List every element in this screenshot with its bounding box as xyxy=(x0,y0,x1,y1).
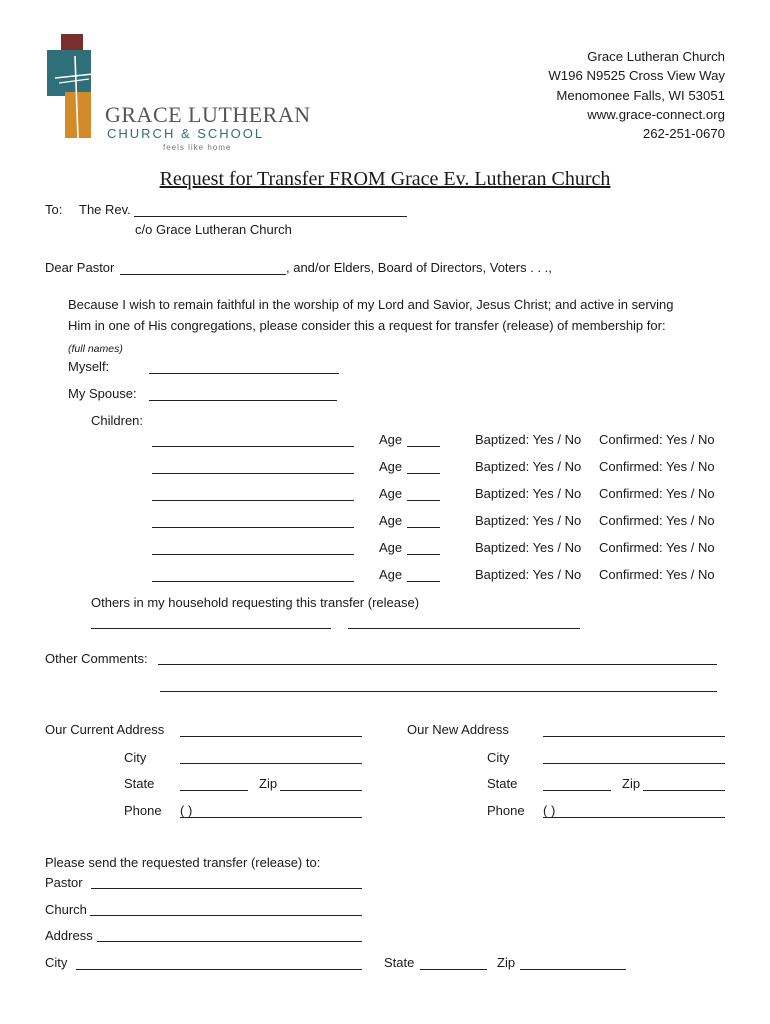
child-age-field[interactable] xyxy=(407,446,440,447)
contact-street: W196 N9525 Cross View Way xyxy=(548,68,725,84)
current-state-label: State xyxy=(124,776,155,791)
other-comments-field-1[interactable] xyxy=(158,664,717,665)
child-age-field[interactable] xyxy=(407,500,440,501)
spouse-label: My Spouse: xyxy=(68,386,137,401)
child-baptized[interactable]: Baptized: Yes / No xyxy=(475,567,582,582)
child-confirmed[interactable]: Confirmed: Yes / No xyxy=(599,513,715,528)
child-baptized[interactable]: Baptized: Yes / No xyxy=(475,459,582,474)
send-state-field[interactable] xyxy=(420,969,487,970)
new-address-field[interactable] xyxy=(543,736,725,737)
other-comments-field-2[interactable] xyxy=(160,691,717,692)
child-confirmed[interactable]: Confirmed: Yes / No xyxy=(599,540,715,555)
dear-pastor-field[interactable] xyxy=(120,274,286,275)
child-name-field[interactable] xyxy=(152,527,354,528)
child-baptized[interactable]: Baptized: Yes / No xyxy=(475,486,582,501)
new-city-label: City xyxy=(487,750,510,765)
intro-line-1: Because I wish to remain faithful in the worship of my Lord and Savior, Jesus Christ; and active in serving xyxy=(68,297,674,312)
new-phone-label: Phone xyxy=(487,803,525,818)
child-age-label: Age xyxy=(379,567,403,582)
others-label: Others in my household requesting this transfer (release) xyxy=(91,595,420,610)
other-comments-label: Other Comments: xyxy=(45,651,148,666)
current-city-field[interactable] xyxy=(180,763,362,764)
intro-line-2: Him in one of His congregations, please consider this a request for transfer (release) of membership for: xyxy=(68,318,666,333)
send-pastor-field[interactable] xyxy=(91,888,362,889)
rev-name-field[interactable] xyxy=(134,216,407,217)
contact-website[interactable]: www.grace-connect.org xyxy=(587,106,725,122)
send-zip-field[interactable] xyxy=(520,969,626,970)
church-contact-block xyxy=(548,47,725,143)
new-zip-field[interactable] xyxy=(643,790,725,791)
child-age-field[interactable] xyxy=(407,581,440,582)
others-field-2[interactable] xyxy=(348,628,580,629)
rev-label: The Rev. xyxy=(79,202,131,217)
send-address-label: Address xyxy=(45,928,93,943)
send-church-field[interactable] xyxy=(90,915,362,916)
others-field-1[interactable] xyxy=(91,628,331,629)
child-confirmed[interactable]: Confirmed: Yes / No xyxy=(599,432,715,447)
send-city-label: City xyxy=(45,955,68,970)
full-names-note: (full names) xyxy=(68,343,123,355)
myself-label: Myself: xyxy=(68,359,110,374)
to-label: To: xyxy=(45,202,63,217)
child-age-label: Age xyxy=(379,513,403,528)
form-title: Request for Transfer FROM Grace Ev. Lutheran Church xyxy=(159,168,611,190)
new-state-field[interactable] xyxy=(543,790,611,791)
child-age-field[interactable] xyxy=(407,554,440,555)
send-address-field[interactable] xyxy=(97,941,362,942)
new-city-field[interactable] xyxy=(543,763,725,764)
logo-tagline: feels like home xyxy=(163,143,232,152)
child-name-field[interactable] xyxy=(152,581,354,582)
new-address-label: Our New Address xyxy=(407,722,509,737)
child-age-label: Age xyxy=(379,486,403,501)
logo-subname: CHURCH & SCHOOL xyxy=(107,126,265,141)
co-line: c/o Grace Lutheran Church xyxy=(135,222,292,237)
children-label: Children: xyxy=(91,413,144,428)
send-state-label: State xyxy=(384,955,415,970)
child-confirmed[interactable]: Confirmed: Yes / No xyxy=(599,486,715,501)
send-pastor-label: Pastor xyxy=(45,875,83,890)
child-baptized[interactable]: Baptized: Yes / No xyxy=(475,513,582,528)
child-age-label: Age xyxy=(379,459,403,474)
contact-city: Menomonee Falls, WI 53051 xyxy=(556,87,725,103)
contact-phone: 262-251-0670 xyxy=(642,126,725,142)
child-age-label: Age xyxy=(379,540,403,555)
current-phone-label: Phone xyxy=(124,803,162,818)
spouse-field[interactable] xyxy=(149,400,337,401)
child-age-field[interactable] xyxy=(407,473,440,474)
contact-name: Grace Lutheran Church xyxy=(587,49,725,64)
new-phone-paren: ( ) xyxy=(543,803,556,818)
current-zip-label: Zip xyxy=(259,776,278,791)
child-name-field[interactable] xyxy=(152,500,354,501)
new-state-label: State xyxy=(487,776,518,791)
current-state-field[interactable] xyxy=(180,790,248,791)
child-name-field[interactable] xyxy=(152,554,354,555)
new-phone-field[interactable] xyxy=(543,817,725,818)
current-zip-field[interactable] xyxy=(280,790,362,791)
child-age-label: Age xyxy=(379,432,403,447)
child-name-field[interactable] xyxy=(152,446,354,447)
current-address-field[interactable] xyxy=(180,736,362,737)
current-phone-field[interactable] xyxy=(180,817,362,818)
child-confirmed[interactable]: Confirmed: Yes / No xyxy=(599,459,715,474)
dear-pastor-suffix: , and/or Elders, Board of Directors, Voters . . ., xyxy=(286,260,552,275)
new-zip-label: Zip xyxy=(622,776,641,791)
child-confirmed[interactable]: Confirmed: Yes / No xyxy=(599,567,715,582)
send-city-field[interactable] xyxy=(76,969,362,970)
current-address-label: Our Current Address xyxy=(45,722,165,737)
myself-field[interactable] xyxy=(149,373,339,374)
logo-name: GRACE LUTHERAN xyxy=(105,102,311,127)
child-baptized[interactable]: Baptized: Yes / No xyxy=(475,432,582,447)
child-age-field[interactable] xyxy=(407,527,440,528)
dear-pastor-label: Dear Pastor xyxy=(45,260,115,275)
church-logo xyxy=(45,34,311,156)
send-to-label: Please send the requested transfer (release) to: xyxy=(45,855,321,870)
send-zip-label: Zip xyxy=(497,955,516,970)
current-city-label: City xyxy=(124,750,147,765)
current-phone-paren: ( ) xyxy=(180,803,193,818)
send-church-label: Church xyxy=(45,902,87,917)
child-name-field[interactable] xyxy=(152,473,354,474)
child-baptized[interactable]: Baptized: Yes / No xyxy=(475,540,582,555)
